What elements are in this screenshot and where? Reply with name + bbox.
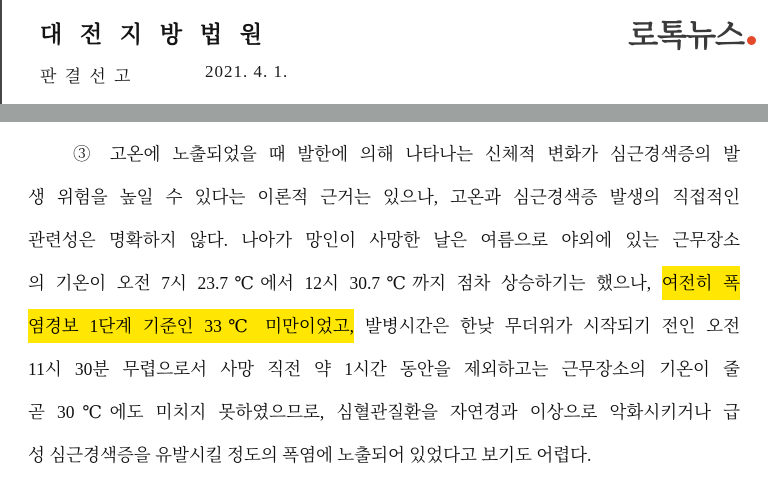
body-line: 곧 30℃에도 미치지 못하였으므로, 심혈관질환을 자연경과 이상으로 악화시키거나 급 [28,402,740,422]
lawtalk-news-logo [628,10,756,55]
ruling-body-text [28,133,740,477]
court-name-heading: 대 전 지 방 법 원 [40,22,269,47]
logo-text: 로톡뉴스 [628,18,744,53]
body-line: 생 위험을 높일 수 있다는 이론적 근거는 있으나, 고온과 심근경색증 발생의 직접적인 [28,187,740,207]
body-line: 의 기온이 오전 7시 23.7℃에서 12시 30.7℃까지 점차 상승하기는 했으나, 여전히 폭 [28,262,740,305]
verdict-label: 판 결 선 고 [40,67,133,86]
body-line: 11시 30분 무렵으로서 사망 직전 약 1시간 동안을 제외하고는 근무장소의 기온이 줄 [28,359,740,379]
body-line: 관련성은 명확하지 않다. 나아가 망인이 사망한 날은 여름으로 야외에 있는 근무장소 [28,230,740,250]
gray-divider-bar [0,104,768,122]
verdict-pronouncement-row [40,62,289,86]
body-line: 성 심근경색증을 유발시킬 정도의 폭염에 노출되어 있었다고 보기도 어렵다. [28,445,592,465]
verdict-date: 2021. 4. 1. [205,62,289,81]
highlighted-text: 염경보 1단계 기준인 33℃ 미만이었고, [28,309,354,343]
body-line: ③ 고온에 노출되었을 때 발한에 의해 나타나는 신체적 변화가 심근경색증의 발 [73,144,740,164]
logo-dot-icon [747,36,756,45]
body-line: 염경보 1단계 기준인 33℃ 미만이었고, 발병시간은 한낮 무더위가 시작되기 전인 오전 [28,305,740,348]
highlighted-text: 여전히 폭 [662,266,740,300]
